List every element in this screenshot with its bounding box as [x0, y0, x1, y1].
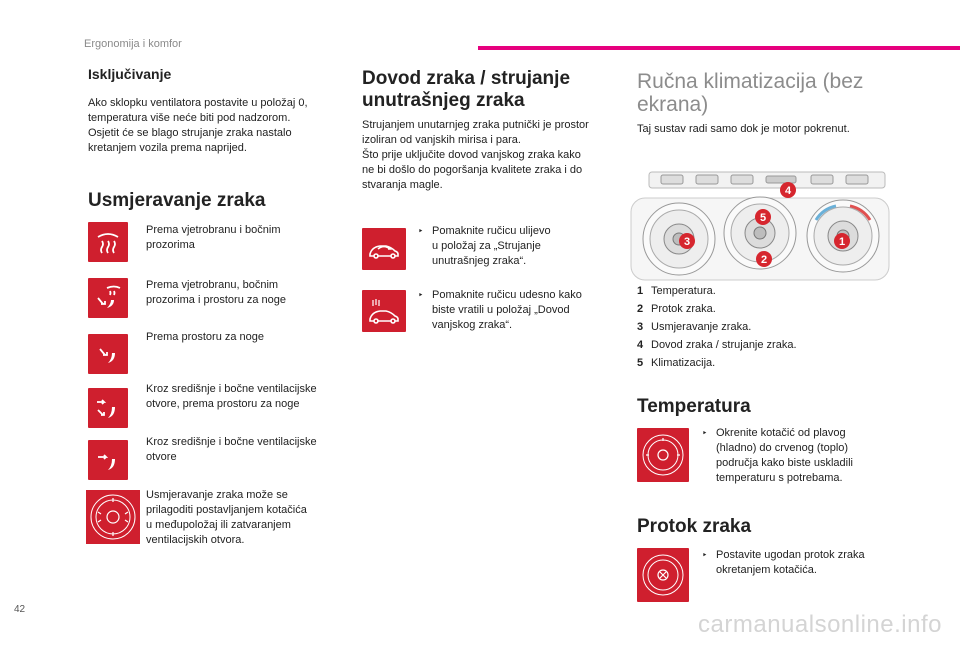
bullet-marker: ‣ [702, 550, 708, 560]
header-accent-bar [478, 46, 960, 50]
climate-panel-figure [621, 170, 891, 282]
page-number: 42 [14, 604, 26, 615]
direction-item-text: Prema prostoru za noge [146, 331, 265, 343]
dial-icon [86, 490, 140, 544]
direction-item-text: Prema vjetrobranu, bočnim prozorima i prostoru za noge [146, 279, 287, 306]
off-text: Ako sklopku ventilatora postavite u položaj 0, temperatura više neće biti pod nadzorom. Osjetit će se blago strujanje zraka nastalo kretanjem vozila prema naprijed. [88, 97, 308, 154]
windscreen-defrost-icon [88, 222, 128, 262]
feet-icon [88, 334, 128, 374]
airflow-instruction: ‣ Postavite ugodan protok zraka okretanjem kotačića. [702, 549, 865, 576]
recirculation-icon [362, 228, 406, 270]
fresh-air-instruction: ‣ Pomaknite ručicu udesno kako biste vratili u položaj „Dovod vanjskog zraka“. [418, 289, 582, 331]
manual-ac-title: Ručna klimatizacija (bez ekrana) [637, 70, 864, 116]
direction-item-text: Prema vjetrobranu i bočnim prozorima [146, 224, 281, 251]
svg-text:2: 2 [760, 254, 768, 266]
windscreen-feet-icon [88, 278, 128, 318]
direction-item-text: Usmjeravanje zraka može se prilagoditi postavljanjem kotačića u međupoložaj ili zatvaranjem ventilacijskih otvora. [146, 489, 307, 546]
temperature-title: Temperatura [637, 396, 751, 417]
watermark: carmanualsonline.info [698, 611, 942, 638]
figure-label-1 [834, 233, 850, 249]
fresh-air-icon [362, 290, 406, 332]
temperature-instruction: ‣ Okrenite kotačić od plavog (hladno) do crvenog (toplo) područja kako biste uskladili temperaturu s potrebama. [702, 427, 853, 484]
recirculation-instruction: ‣ Pomaknite ručicu ulijevo u položaj za „Strujanje unutrašnjeg zraka“. [418, 225, 551, 267]
figure-legend: 1 Temperatura. 2 Protok zraka. 3 Usmjeravanje zraka. 4 Dovod zraka / strujanje zraka. 5 Klimatizacija. [637, 285, 797, 369]
direction-title: Usmjeravanje zraka [88, 190, 266, 211]
recirculation-title: Dovod zraka / strujanje unutrašnjeg zraka [362, 68, 571, 111]
svg-text:5: 5 [759, 212, 767, 224]
section-header: Ergonomija i komfor [84, 38, 182, 50]
svg-text:3: 3 [683, 236, 691, 248]
airflow-dial-icon [637, 548, 689, 602]
temperature-dial-icon [637, 428, 689, 482]
figure-label-5 [755, 209, 771, 225]
direction-item-text: Kroz središnje i bočne ventilacijske otvore, prema prostoru za noge [146, 383, 317, 410]
bullet-marker: ‣ [418, 226, 424, 236]
figure-label-4 [780, 182, 796, 198]
recirculation-intro: Strujanjem unutarnjeg zraka putnički je prostor izoliran od vanjskih mirisa i para. Što prije uključite dovod vanjskog zraka kako ne bi došlo do pogoršanja kvalitete zraka i do stvaranja magle. [362, 119, 589, 191]
airflow-title: Protok zraka [637, 516, 752, 537]
bullet-marker: ‣ [418, 290, 424, 300]
vents-icon [88, 440, 128, 480]
vents-feet-icon [88, 388, 128, 428]
bullet-marker: ‣ [702, 428, 708, 438]
svg-text:4: 4 [784, 185, 792, 197]
svg-text:1: 1 [838, 236, 846, 248]
figure-label-2 [756, 251, 772, 267]
figure-label-3 [679, 233, 695, 249]
manual-ac-intro: Taj sustav radi samo dok je motor pokrenut. [637, 123, 850, 135]
off-title: Isključivanje [88, 66, 172, 82]
direction-item-text: Kroz središnje i bočne ventilacijske otvore [146, 436, 317, 463]
